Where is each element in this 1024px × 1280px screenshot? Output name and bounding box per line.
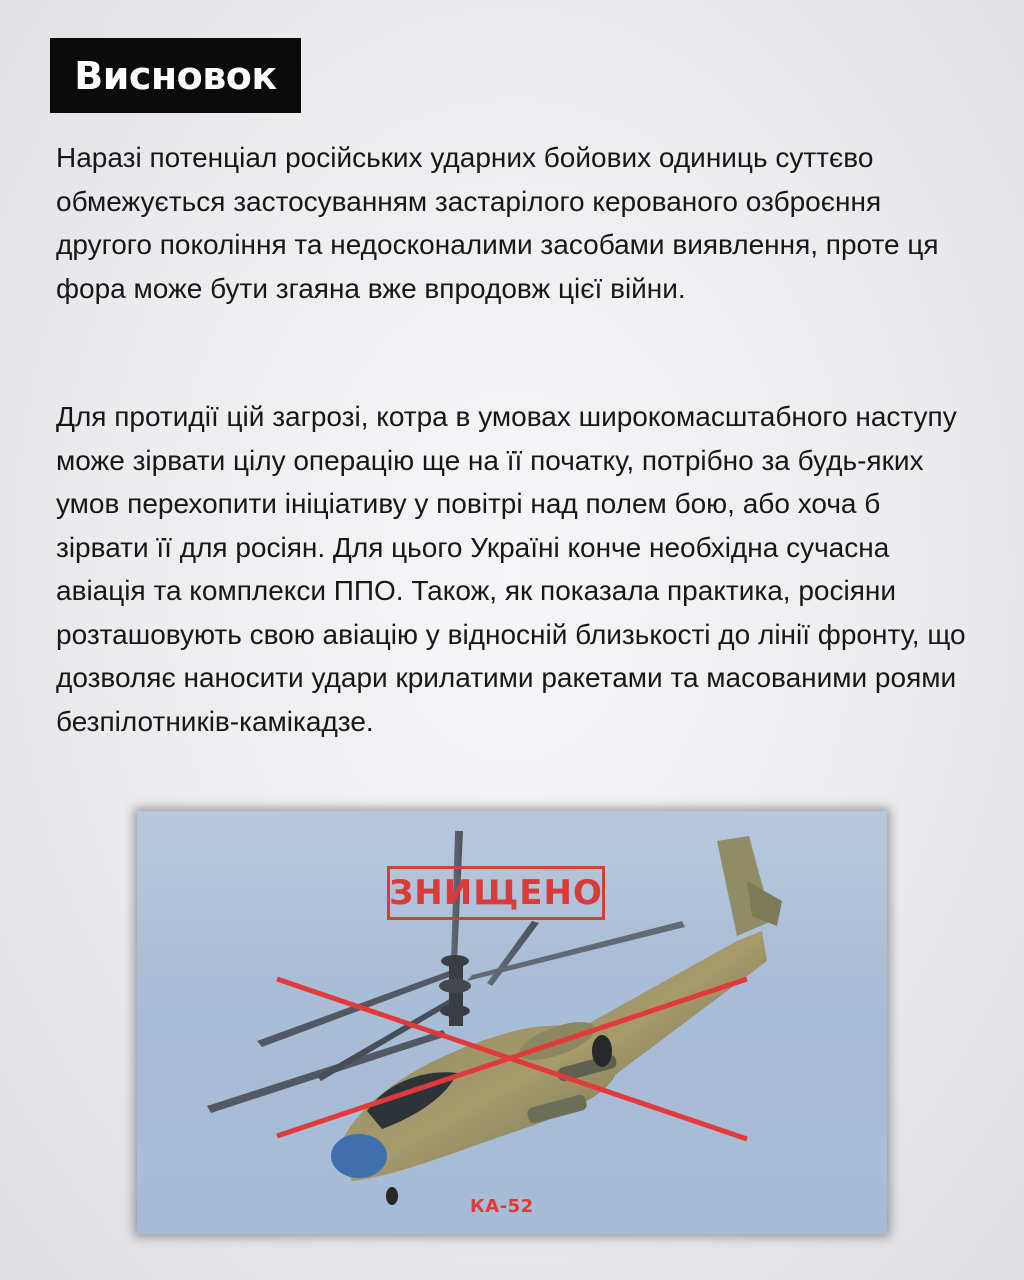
photo-caption: КА-52	[470, 1196, 534, 1217]
nose-cone-icon	[331, 1134, 387, 1178]
section-title: Висновок	[74, 53, 277, 98]
destroyed-stamp	[387, 866, 605, 920]
tail-fin-icon	[717, 836, 772, 936]
paragraph-countermeasures: Для протидії цій загрозі, котра в умовах широкомасштабного наступу може зірвати цілу операцію ще на її початку, потрібно за будь-яких умов перехопити ініціативу у повітрі над полем бою, або хоча б зірвати її для росіян. Для цього Україні конче необхідна сучасна авіація та комплекси ППО. Також, як показала практика, росіяни розташовують свою авіацію у відносній близькості до лінії фронту, що дозволяє наносити удари крилатими ракетами та масованими роями безпілотників-камікадзе.	[56, 401, 966, 737]
section-title-box	[50, 38, 301, 113]
paragraph-conclusion: Наразі потенціал російських ударних бойових одиниць суттєво обмежується застосуванням застарілого керованого озброєння другого покоління та недосконалими засобами виявлення, проте ця фора може бути згаяна вже впродовж цієї війни.	[56, 142, 939, 304]
destroyed-stamp-label: ЗНИЩЕНО	[389, 873, 603, 913]
